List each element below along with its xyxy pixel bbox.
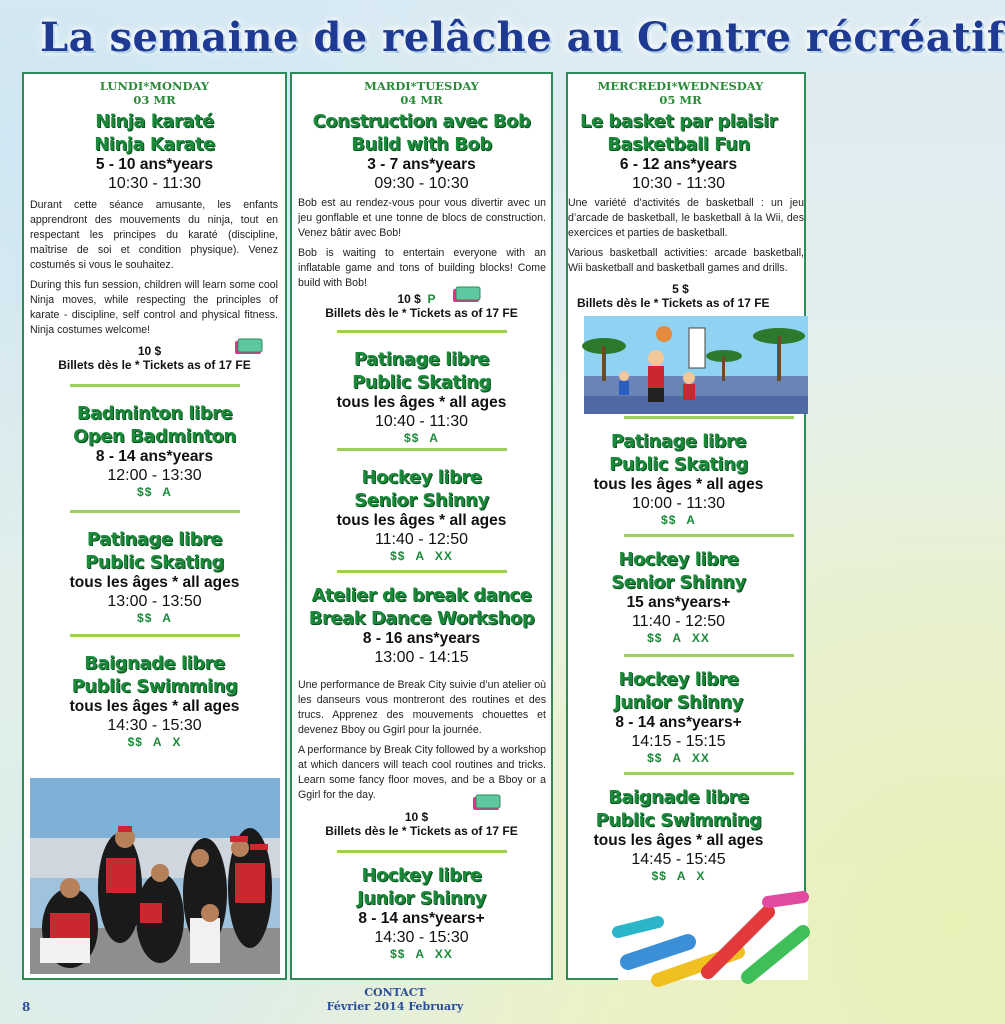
- separator: [624, 534, 794, 537]
- separator: [624, 654, 794, 657]
- event-price: $$ A XX: [647, 751, 710, 765]
- ticket-icon: [452, 286, 482, 304]
- event-age: tous les âges * all ages: [69, 574, 240, 591]
- event-age: tous les âges * all ages: [593, 832, 764, 849]
- event-public-skating: [24, 528, 285, 625]
- event-title-fr: Ninja karaté: [95, 111, 214, 132]
- separator: [337, 850, 507, 853]
- event-age: 8 - 16 ans*years: [362, 630, 481, 647]
- event-title-en: Open Badminton: [73, 426, 236, 447]
- ticket-date: Billets dès le * Tickets as of 17 FE: [325, 306, 518, 320]
- event-age: 5 - 10 ans*years: [95, 156, 214, 173]
- event-price: $$ A: [661, 513, 696, 527]
- event-title-fr: Hockey libre: [361, 865, 482, 886]
- separator: [337, 448, 507, 451]
- event-description: [298, 196, 546, 296]
- separator: [70, 510, 240, 513]
- day-header-wednesday: [568, 79, 793, 107]
- event-title-fr: Baignade libre: [84, 653, 225, 674]
- separator: [624, 772, 794, 775]
- event-age: tous les âges * all ages: [336, 512, 507, 529]
- event-title-en: Senior Shinny: [611, 572, 746, 593]
- page-banner: La semaine de relâche au Centre récréatif: [40, 14, 1005, 61]
- event-title-fr: Le basket par plaisir: [579, 111, 778, 132]
- event-price: $$ A XX: [390, 947, 453, 961]
- ticket-icon: [234, 338, 264, 356]
- event-price: $$ A X: [651, 869, 706, 883]
- event-title-fr: Baignade libre: [608, 787, 749, 808]
- event-basketball-fun: [568, 110, 789, 193]
- description-en: Various basketball activities: arcade basketball, Wii basketball and basketball games and drills.: [568, 247, 804, 274]
- event-time: 10:30 - 11:30: [631, 175, 726, 192]
- ticket-info: [568, 282, 804, 310]
- monday-column: [22, 72, 287, 980]
- day-date: 04 MR: [400, 93, 443, 107]
- event-age: tous les âges * all ages: [69, 698, 240, 715]
- day-label: MARDI*TUESDAY: [364, 79, 479, 93]
- description-en: During this fun session, children will learn some cool Ninja moves, while respecting the principles of karate - discipline, self control and physical fitness. Ninja costumes welcome!: [30, 279, 278, 336]
- day-label: MERCREDI*WEDNESDAY: [597, 79, 764, 93]
- event-open-badminton: [24, 402, 285, 499]
- ticket-price: 10 $: [137, 344, 162, 358]
- event-ninja-karate: [24, 110, 285, 193]
- event-age: 6 - 12 ans*years: [619, 156, 738, 173]
- event-title-fr: Patinage libre: [610, 431, 747, 452]
- separator: [337, 330, 507, 333]
- break-dancers-photo: [30, 778, 280, 974]
- event-time: 13:00 - 14:15: [374, 649, 469, 666]
- day-date: 03 MR: [133, 93, 176, 107]
- event-title-en: Public Skating: [609, 454, 748, 475]
- event-price: $$ A XX: [390, 549, 453, 563]
- event-time: 10:00 - 11:30: [631, 495, 726, 512]
- ticket-info: [292, 810, 551, 838]
- event-time: 14:30 - 15:30: [107, 717, 202, 734]
- event-price: $$ A: [137, 485, 172, 499]
- ticket-price: 10 $: [404, 810, 429, 824]
- description-fr: Durant cette séance amusante, les enfants apprendront des mouvements du ninja, tout en respectant les principes du karaté (discipline, maîtrise de soi et condition physique). Venez costumés si vous le souhaitez.: [30, 199, 278, 271]
- event-title-en: Public Skating: [352, 372, 491, 393]
- event-description: [298, 678, 546, 808]
- event-age: 15 ans*years+: [626, 594, 731, 611]
- event-time: 11:40 - 12:50: [631, 613, 726, 630]
- event-title-fr: Hockey libre: [361, 467, 482, 488]
- event-time: 14:45 - 15:45: [631, 851, 726, 868]
- footer-date: Février 2014 February: [326, 1000, 464, 1013]
- event-junior-shinny: [292, 864, 551, 961]
- day-header-monday: [24, 79, 285, 107]
- ticket-date: Billets dès le * Tickets as of 17 FE: [577, 296, 770, 310]
- event-time: 13:00 - 13:50: [107, 593, 202, 610]
- event-age: 3 - 7 ans*years: [367, 156, 476, 173]
- event-time: 12:00 - 13:30: [107, 467, 202, 484]
- event-time: 14:15 - 15:15: [631, 733, 726, 750]
- separator: [70, 384, 240, 387]
- tuesday-column: [290, 72, 553, 980]
- event-price: $$ A X: [127, 735, 182, 749]
- event-public-skating: [568, 430, 789, 527]
- event-time: 10:40 - 11:30: [374, 413, 469, 430]
- description-fr: Une variété d’activités de basketball : un jeu d’arcade de basketball, le basketball à la Wii, des exercices et parties de basketball.: [568, 197, 804, 239]
- description-en: A performance by Break City followed by a workshop at which dancers will teach cool routines and tricks. Learn some fancy floor moves, and be a Bboy or a Ggirl for the day.: [298, 744, 546, 801]
- event-title-en: Public Skating: [85, 552, 224, 573]
- event-public-swimming: [24, 652, 285, 749]
- event-age: tous les âges * all ages: [593, 476, 764, 493]
- event-title-en: Junior Shinny: [614, 692, 743, 713]
- day-date: 05 MR: [659, 93, 702, 107]
- ticket-price: 5 $: [672, 282, 689, 296]
- event-title-fr: Patinage libre: [353, 349, 490, 370]
- ticket-date: Billets dès le * Tickets as of 17 FE: [325, 824, 518, 838]
- event-title-en: Junior Shinny: [357, 888, 486, 909]
- ticket-icon: [472, 794, 502, 812]
- event-build-with-bob: [292, 110, 551, 193]
- event-title-fr: Patinage libre: [86, 529, 223, 550]
- pool-noodles-photo: [618, 892, 808, 980]
- event-title-en: Build with Bob: [351, 134, 492, 155]
- wednesday-column: [566, 72, 806, 980]
- event-age: 8 - 14 ans*years+: [358, 910, 485, 927]
- description-fr: Bob est au rendez-vous pour vous divertir avec un jeu gonflable et une tonne de blocs de construction. Venez bâtir avec Bob!: [298, 197, 546, 239]
- event-age: 8 - 14 ans*years+: [615, 714, 742, 731]
- event-senior-shinny: [568, 548, 789, 645]
- event-break-dance-workshop: [292, 584, 551, 667]
- footer-title: CONTACT: [364, 986, 426, 999]
- event-title-fr: Badminton libre: [76, 403, 233, 424]
- event-title-fr: Hockey libre: [618, 549, 739, 570]
- event-time: 14:30 - 15:30: [374, 929, 469, 946]
- event-title-fr: Atelier de break dance: [311, 585, 532, 606]
- separator: [70, 634, 240, 637]
- event-price: $$ A: [137, 611, 172, 625]
- event-age: tous les âges * all ages: [336, 394, 507, 411]
- event-title-fr: Hockey libre: [618, 669, 739, 690]
- separator: [624, 416, 794, 419]
- event-title-en: Break Dance Workshop: [308, 608, 535, 629]
- event-title-en: Basketball Fun: [607, 134, 750, 155]
- event-description: [568, 196, 804, 281]
- event-price: $$ A: [404, 431, 439, 445]
- event-public-skating: [292, 348, 551, 445]
- day-label: LUNDI*MONDAY: [99, 79, 210, 93]
- footer-info: [300, 986, 490, 1014]
- event-title-en: Public Swimming: [71, 676, 238, 697]
- ticket-date: Billets dès le * Tickets as of 17 FE: [58, 358, 251, 372]
- event-price: $$ A XX: [647, 631, 710, 645]
- event-title-en: Public Swimming: [595, 810, 762, 831]
- event-title-fr: Construction avec Bob: [312, 111, 531, 132]
- event-time: 10:30 - 11:30: [107, 175, 202, 192]
- event-senior-shinny: [292, 466, 551, 563]
- description-en: Bob is waiting to entertain everyone with an inflatable game and tons of building blocks! Come build with Bob!: [298, 247, 546, 289]
- event-age: 8 - 14 ans*years: [95, 448, 214, 465]
- description-fr: Une performance de Break City suivie d’un atelier où les danseurs vous montreront des routines et des trucs. Apprenez des mouvements chouettes et devenez Bboy ou Ggirl pour la journée.: [298, 679, 546, 736]
- event-public-swimming: [568, 786, 789, 883]
- ticket-info: [292, 292, 551, 320]
- parking-badge: P: [427, 292, 436, 306]
- event-description: [30, 198, 278, 343]
- day-header-tuesday: [292, 79, 551, 107]
- event-title-en: Ninja Karate: [94, 134, 215, 155]
- wii-basketball-photo: [584, 316, 808, 414]
- separator: [337, 570, 507, 573]
- event-time: 11:40 - 12:50: [374, 531, 469, 548]
- event-time: 09:30 - 10:30: [374, 175, 469, 192]
- event-title-en: Senior Shinny: [354, 490, 489, 511]
- page-number: 8: [22, 1000, 31, 1014]
- ticket-price: 10 $: [397, 292, 421, 306]
- event-junior-shinny: [568, 668, 789, 765]
